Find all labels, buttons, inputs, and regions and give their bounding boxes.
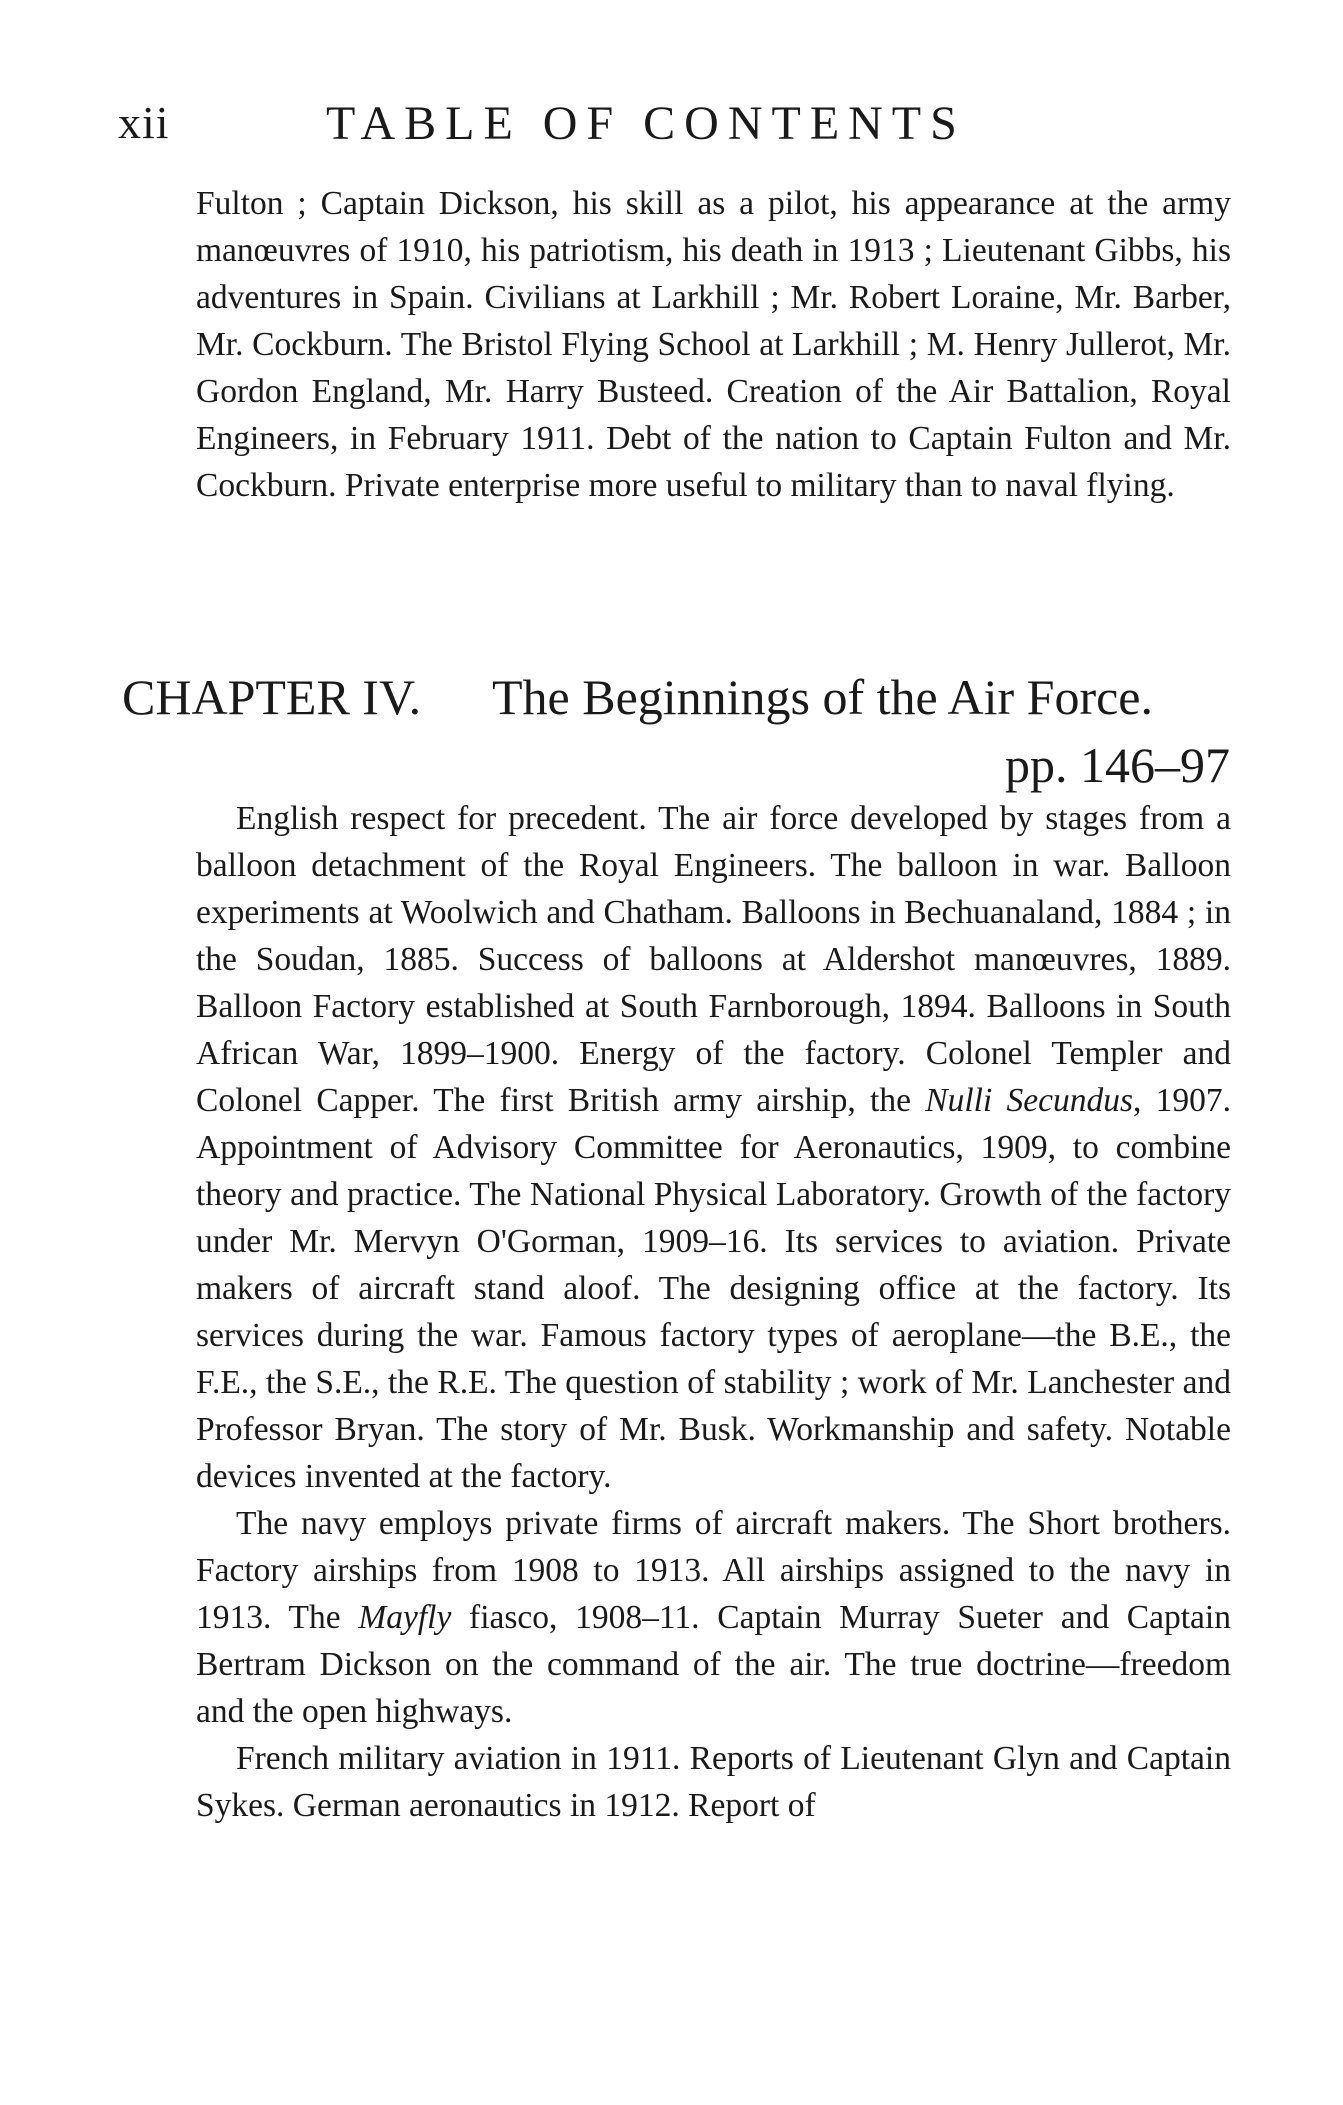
- chapter-title: The Beginnings of the Air Force.: [492, 669, 1153, 725]
- chapter-page-range: pp. 146–97: [1005, 737, 1230, 793]
- continued-chapter-summary: [196, 180, 1231, 509]
- chapter-summary: [196, 795, 1231, 1829]
- page-header: [118, 96, 1238, 156]
- summary-paragraph: [196, 795, 1231, 1500]
- text-run: English respect for precedent. The air force developed by stages from a balloon detachment of the Royal Engineers. The balloon in war. Balloon experiments at Woolwich and Chatham. Balloons in Bechuanaland, 1884 ; in the Soudan, 1885. Success of balloons at Aldershot manœuvres, 1889. Balloon Factory established at South Farnborough, 1894. Balloons in South African War, 1899–1900. Energy of the factory. Colonel Templer and Colonel Capper. The first British army airship, the: [196, 800, 1231, 1119]
- summary-paragraph: [196, 1500, 1231, 1735]
- chapter-heading: [122, 666, 1232, 728]
- text-run: fiasco, 1908–11. Captain Murray Sueter and Captain Bertram Dickson on the command of the air. The true doctrine—freedom and the open highways.: [196, 1599, 1231, 1730]
- chapter-label: CHAPTER IV.: [122, 669, 422, 725]
- text-run: , 1907. Appointment of Advisory Committee for Aeronautics, 1909, to combine theory and practice. The National Physical Laboratory. Growth of the factory under Mr. Mervyn O'Gorman, 1909–16. Its services to aviation. Private makers of aircraft stand aloof. The designing office at the factory. Its services during the war. Famous factory types of aeroplane—the B.E., the F.E., the S.E., the R.E. The question of stability ; work of Mr. Lanchester and Professor Bryan. The story of Mr. Busk. Workmanship and safety. Notable devices invented at the factory.: [196, 1082, 1231, 1495]
- summary-paragraph: [196, 1735, 1231, 1829]
- italic-title: Nulli Secundus: [925, 1082, 1133, 1119]
- summary-paragraph: Fulton ; Captain Dickson, his skill as a pilot, his appearance at the army manœuvres of 1910, his patriotism, his death in 1913 ; Lieutenant Gibbs, his adventures in Spain. Civilians at Larkhill ; Mr. Robert Loraine, Mr. Barber, Mr. Cockburn. The Bristol Flying School at Larkhill ; M. Henry Jullerot, Mr. Gordon England, Mr. Harry Busteed. Creation of the Air Battalion, Royal Engineers, in February 1911. Debt of the nation to Captain Fulton and Mr. Cockburn. Private enterprise more useful to military than to naval flying.: [196, 185, 1231, 504]
- text-run: The navy employs private firms of aircraft makers. The Short brothers. Factory airships from 1908 to 1913. All airships assigned to the navy in 1913. The: [196, 1505, 1231, 1636]
- running-title: TABLE OF CONTENTS: [326, 97, 966, 150]
- text-run: French military aviation in 1911. Reports of Lieutenant Glyn and Captain Sykes. German aeronautics in 1912. Report of: [196, 1740, 1231, 1824]
- italic-title: Mayfly: [358, 1599, 452, 1636]
- page-number: xii: [118, 97, 170, 148]
